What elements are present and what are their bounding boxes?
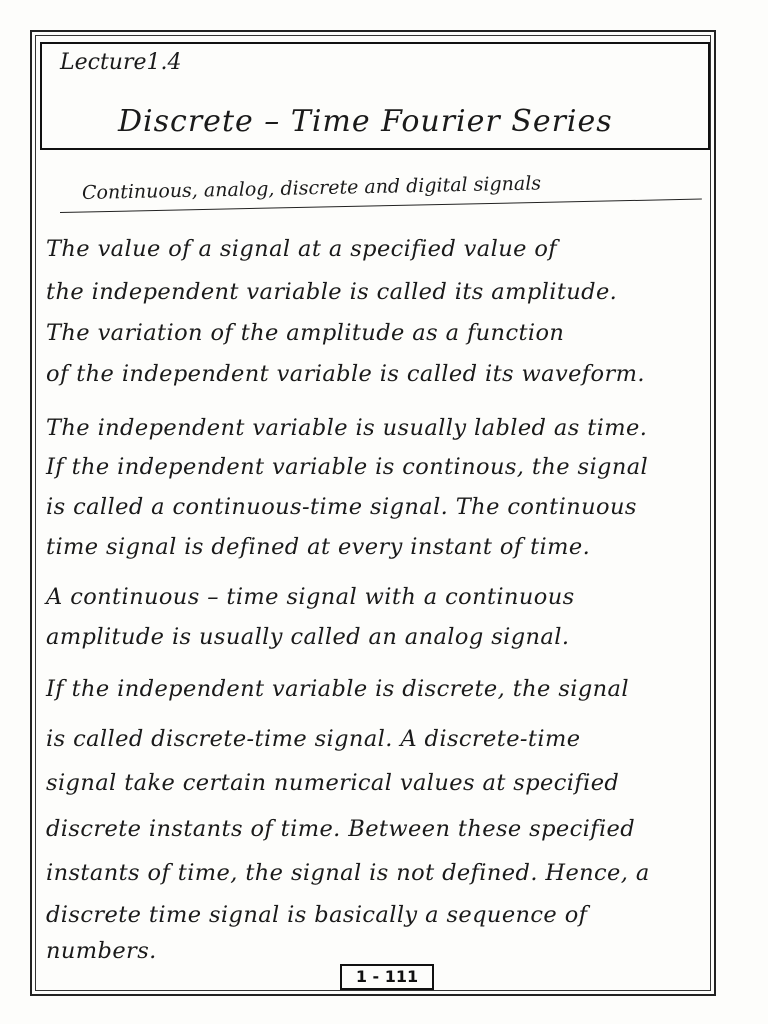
- section-heading: Continuous, analog, discrete and digital signals: [81, 172, 542, 204]
- text-line-7: is called a continuous-time signal. The continuous: [46, 494, 637, 520]
- text-line-16: discrete time signal is basically a sequence of: [46, 902, 588, 928]
- text-line-3: The variation of the amplitude as a function: [46, 320, 565, 346]
- text-line-17: numbers.: [46, 938, 157, 964]
- lecture-label: Lecture1.4: [60, 50, 182, 75]
- text-line-15: instants of time, the signal is not defined. Hence, a: [46, 860, 650, 886]
- text-line-2: the independent variable is called its amplitude.: [46, 279, 618, 305]
- text-line-4: of the independent variable is called its waveform.: [46, 361, 645, 387]
- text-line-10: amplitude is usually called an analog signal.: [46, 624, 570, 650]
- text-line-6: If the independent variable is continous, the signal: [46, 454, 649, 480]
- text-line-12: is called discrete-time signal. A discrete-time: [46, 726, 581, 752]
- text-line-1: The value of a signal at a specified value of: [46, 236, 558, 262]
- text-line-13: signal take certain numerical values at specified: [46, 770, 620, 796]
- text-line-8: time signal is defined at every instant of time.: [46, 534, 591, 560]
- text-line-14: discrete instants of time. Between these specified: [46, 816, 636, 842]
- text-line-11: If the independent variable is discrete, the signal: [46, 676, 629, 702]
- text-line-5: The independent variable is usually labled as time.: [46, 415, 648, 441]
- page-number-badge: 1 - 111: [340, 964, 434, 990]
- page-title: Discrete – Time Fourier Series: [118, 104, 613, 139]
- text-line-9: A continuous – time signal with a continuous: [46, 584, 575, 610]
